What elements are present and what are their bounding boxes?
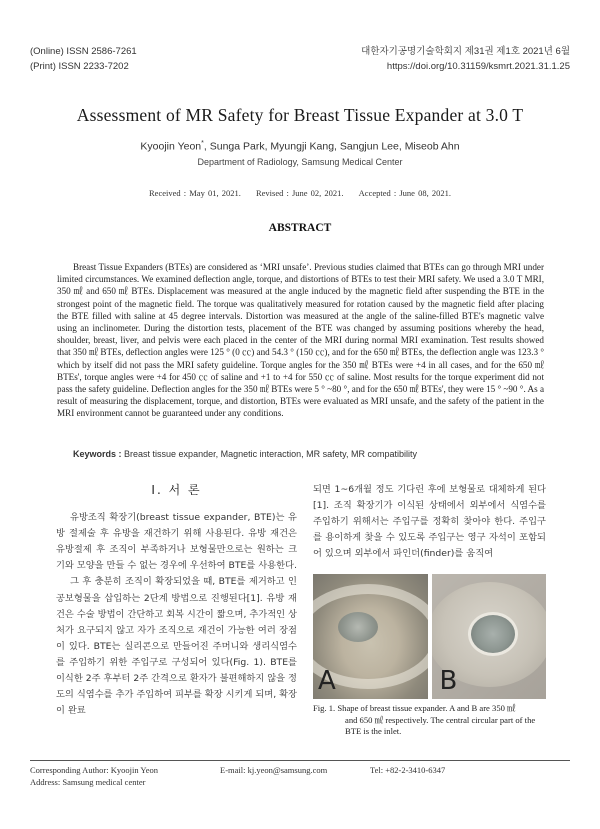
paper-title: Assessment of MR Safety for Breast Tissue Expander at 3.0 T <box>76 105 524 125</box>
journal-info: 대한자기공명기술학회지 제31권 제1호 2021년 6월 <box>361 46 570 57</box>
author-list <box>0 140 600 153</box>
intro-paragraph-2: 그 후 충분히 조직이 확장되었을 때, BTE를 제거하고 인공보형물을 삽입하는 2단계 방법으로 진행된다[1]. 유방 재건은 수술 방법이 간단하고 회복 시간이 짧으며, 추가적인 상처가 요구되지 않고 자가 조직으로 재건이 가능한 여러 장점이 있다. BTE는 실리콘으로 만들어진 주머니와 생리식염수를 주입하기 위한 주입구로 구성되어 있다(Fig. 1). BTE를 이식한 2주 후부터 2주 간격으로 환자가 불편해하지 않을 정도의 식염수를 추가 주입하여 피부를 확장 시키게 되며, 확장이 완료 <box>56 576 297 717</box>
intro-paragraph-3: 되면 1~6개월 정도 기다린 후에 보형물로 대체하게 된다[1]. 조직 확장기가 이식된 상태에서 외부에서 식염수를 주입하기 위해서는 주입구를 정확히 찾아야 한다. 주입구를 용이하게 찾을 수 있도록 주입구는 영구 자석이 포함되어 있으며 외부에서 파인더(finder)를 움직여 <box>313 484 546 560</box>
abstract-text: Breast Tissue Expanders (BTEs) are considered as ‘MRI unsafe’. Previous studies claimed that BTEs can go through MRI under limited circumstances. We examined deflection angle, torque, and distortions of BTEs to test their MRI safety. We used a 3.0 T MRI, 350 ㎖ and 650 ㎖ BTEs. Displacement was measured at the angle induced by the magnetic field after suspending the BTE in the strongest point of the magnetic field. The torque was qualitatively measured for rotation caused by the magnetic field after placing the BTE filled with saline at 45 degree intervals. Distortion was measured at the angle of the saline-filled BTE's magnetic valve using an inclinometer. During the distortion tests, placement of the BTE was changed by assuming positions whereby the head, shoulder, breast, liver, and pelvis were each placed in the center of the MRI during normal MRI examination. Test results showed that 350 ㎖ BTEs, deflection angles were 125 ° (0 ㏄) and 54.3 ° (150 ㏄), and for the 650 ㎖ BTEs, the deflection angle was 123.3 ° which by itself did not pass the MRI safety guideline. Torque angles for the 350 ㎖ BTEs were +4 in all cases, and for the 650 ㎖ BTEs', torque angles were +4 for 450 ㏄ of saline and +1 to +4 for 550 ㏄ of saline. Most results for the torque experiment did not pass the safety guideline. Deflection angles for the 350 ㎖ BTEs were 5 ° ~80 °, and for the 650 ㎖ BTEs', they were 15 ° ~90 °. As a result of measuring the displacement, torque, and distortion, BTEs were evaluated as MRI unsafe, and the safety of the patient in the MRI environment cannot be guaranteed under any conditions. <box>57 262 544 419</box>
expander-b-inlet <box>468 612 518 656</box>
accepted-date: Accepted : June 08, 2021. <box>358 188 451 198</box>
submission-dates <box>0 188 600 198</box>
figure-label-b: B <box>439 666 458 696</box>
corresponding-author-line: Corresponding Author: Kyoojin Yeon <box>30 765 158 775</box>
issn-block <box>30 44 137 74</box>
footer <box>30 764 446 788</box>
left-column <box>56 482 297 719</box>
co-authors: , Sunga Park, Myungji Kang, Sangjun Lee, Miseob Ahn <box>203 140 460 153</box>
right-column <box>313 482 546 562</box>
abstract-body <box>57 261 544 420</box>
caption-text: Shape of breast tissue expander. A and B are 350 ㎖ <box>337 703 516 713</box>
figure-1 <box>313 574 546 699</box>
intro-paragraph-1: 유방조직 확장기(breast tissue expander, BTE)는 유방 절제술 후 유방을 재건하기 위해 사용된다. 유방 재건은 유방절제 후 조직이 부족하거나 보형물만으로는 원하는 크기와 모양을 만들 수 없는 경우에 우선하여 BTE를 사용한다. <box>56 512 297 572</box>
section-heading: Ⅰ. 서 론 <box>151 483 202 497</box>
corresponding-author: Kyoojin Yeon <box>140 140 202 153</box>
abstract-heading: ABSTRACT <box>268 222 332 234</box>
journal-block <box>361 44 570 74</box>
keywords-label: Keywords : <box>73 449 122 459</box>
footer-divider <box>30 760 570 761</box>
corresponding-mark: * <box>201 140 204 147</box>
doi-link[interactable]: https://doi.org/10.31159/ksmrt.2021.31.1.25 <box>386 61 570 72</box>
address-line: Address: Samsung medical center <box>30 777 146 787</box>
expander-photo-b <box>432 574 547 699</box>
tel-line: Tel: +82-2-3410-6347 <box>370 765 446 775</box>
figure-caption <box>313 703 546 738</box>
caption-label: Fig. 1. <box>313 703 336 713</box>
expander-a-inlet <box>338 612 378 642</box>
issn-print: (Print) ISSN 2233-7202 <box>30 61 129 72</box>
email-line[interactable]: E-mail: kj.yeon@samsung.com <box>220 765 328 775</box>
caption-rest: and 650 ㎖ respectively. The central circular part of the BTE is the inlet. <box>345 714 536 737</box>
keywords-text: Breast tissue expander, Magnetic interaction, MR safety, MR compatibility <box>124 449 417 459</box>
issn-online: (Online) ISSN 2586-7261 <box>30 46 137 57</box>
affiliation: Department of Radiology, Samsung Medical Center <box>197 157 403 167</box>
revised-date: Revised : June 02, 2021. <box>255 188 344 198</box>
received-date: Received : May 01, 2021. <box>149 188 241 198</box>
figure-label-a: A <box>318 666 336 696</box>
expander-photo-a <box>313 574 428 699</box>
keywords <box>73 449 417 459</box>
